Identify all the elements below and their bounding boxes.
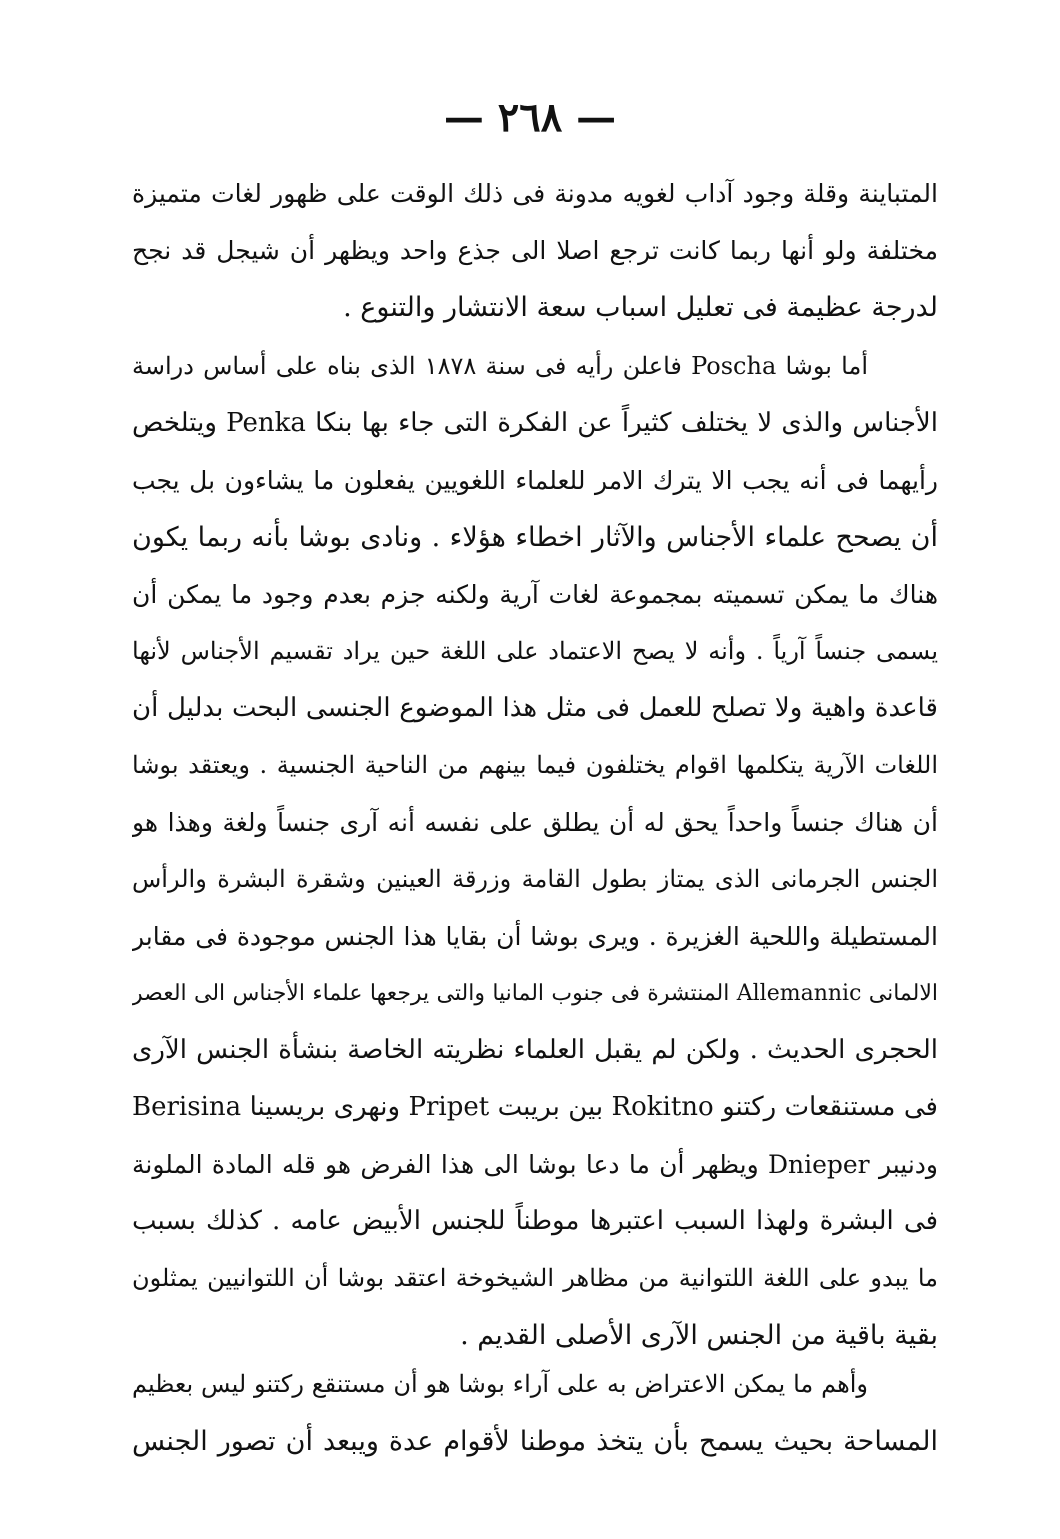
text-line: الحجرى الحديث . ولكن لم يقبل العلماء نظريته الخاصة بنشأة الجنس الآرى	[132, 1035, 938, 1065]
text-line: فى مستنقعات ركتنو Rokitno بين بريبت Pripet ونهرى بريسينا Berisina	[132, 1092, 938, 1122]
page-number: — ٢٦٨ —	[443, 94, 617, 141]
text-line: ودنيبر Dnieper ويظهر أن ما دعا بوشا الى هذا الفرض هو قله المادة الملونة	[132, 1150, 938, 1179]
text-line: مختلفة ولو أنها ربما كانت ترجع اصلا الى جذع واحد ويظهر أن شيجل قد نجح	[132, 236, 938, 265]
paragraph-objection	[132, 1356, 938, 1470]
text-line: لدرجة عظيمة فى تعليل اسباب سعة الانتشار والتنوع .	[343, 292, 938, 323]
text-line: وأهم ما يمكن الاعتراض به على آراء بوشا هو أن مستنقع ركتنو ليس بعظيم	[132, 1370, 868, 1398]
text-line: قاعدة واهية ولا تصلح للعمل فى مثل هذا الموضوع الجنسى البحت بدليل أن	[132, 693, 938, 723]
text-line: هناك ما يمكن تسميته بمجموعة لغات آرية ولكنه جزم بعدم وجود ما يمكن أن	[132, 580, 938, 609]
paragraph-poscha	[132, 338, 938, 1364]
text-line: المستطيلة واللحية الغزيرة . ويرى بوشا أن بقايا هذا الجنس موجودة فى مقابر	[132, 922, 938, 951]
text-line: الالمانى Allemannic المنتشرة فى جنوب المانيا والتى يرجعها علماء الأجناس الى العصر	[132, 981, 938, 1006]
text-line: أن هناك جنساً واحداً يحق له أن يطلق على نفسه أنه آرى جنساً ولغة وهذا هو	[132, 808, 938, 837]
text-line: المساحة بحيث يسمح بأن يتخذ موطنا لأقوام عدة ويبعد أن تصور الجنس	[132, 1426, 938, 1457]
text-line: بقية باقية من الجنس الآرى الأصلى القديم .	[460, 1320, 938, 1351]
text-line: المتباينة وقلة وجود آداب لغويه مدونة فى ذلك الوقت على ظهور لغات متميزة	[132, 179, 938, 208]
text-line: أما بوشا Poscha فاعلن رأيه فى سنة ١٨٧٨ الذى بناه على أساس دراسة	[132, 352, 868, 380]
text-line: رأيهما فى أنه يجب الا يترك الامر للعلماء اللغويين يفعلون ما يشاءون بل يجب	[132, 466, 938, 495]
text-line: أن يصحح علماء الأجناس والآثار اخطاء هؤلاء . ونادى بوشا بأنه ربما يكون	[132, 522, 938, 553]
text-line: اللغات الآرية يتكلمها اقوام يختلفون فيما بينهم من الناحية الجنسية . ويعتقد بوشا	[132, 751, 938, 779]
paragraph-continuation	[132, 165, 938, 336]
text-line: الجنس الجرمانى الذى يمتاز بطول القامة وزرقة العينين وشقرة البشرة والرأس	[132, 865, 938, 893]
text-line: يسمى جنساً آرياً . وأنه لا يصح الاعتماد على اللغة حين يراد تقسيم الأجناس لأنها	[132, 637, 938, 665]
text-line: الأجناس والذى لا يختلف كثيراً عن الفكرة التى جاء بها بنكا Penka ويتلخص	[132, 408, 938, 438]
text-line: فى البشرة ولهذا السبب اعتبرها موطناً للجنس الأبيض عامه . كذلك بسبب	[132, 1206, 938, 1236]
text-line: ما يبدو على اللغة اللتوانية من مظاهر الشيخوخة اعتقد بوشا أن اللتوانيين يمثلون	[132, 1264, 938, 1292]
